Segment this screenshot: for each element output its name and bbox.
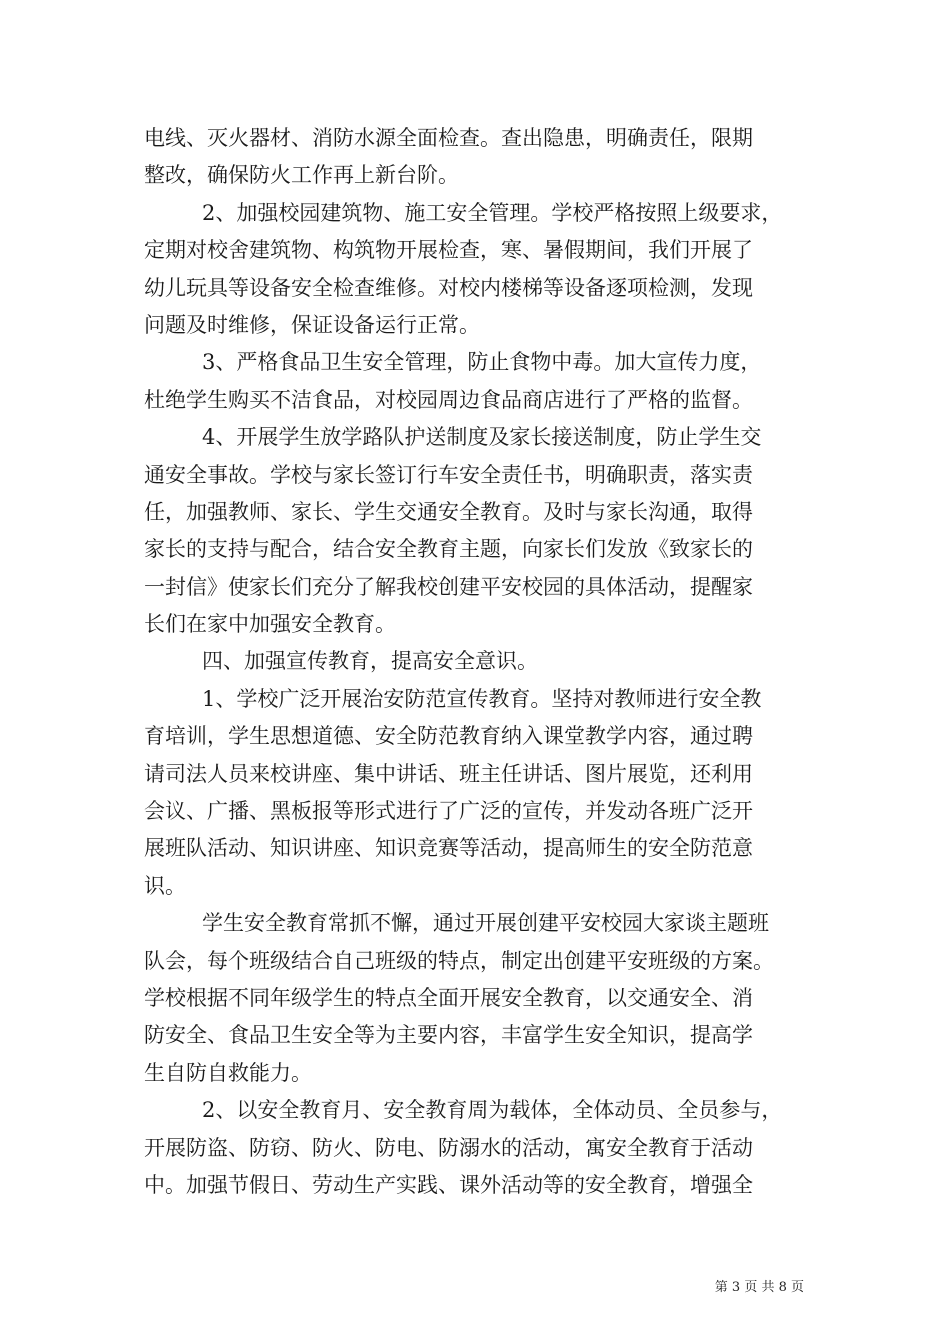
text-line: 学校根据不同年级学生的特点全面开展安全教育，以交通安全、消 — [144, 985, 753, 1010]
page-number: 第 3 页 共 8 页 — [714, 1280, 804, 1295]
page-footer — [0, 1276, 950, 1295]
text-line: 电线、灭火器材、消防水源全面检查。查出隐患，明确责任，限期 — [144, 126, 753, 150]
text-line: 识。 — [144, 873, 186, 898]
text-line: 中。加强节假日、劳动生产实践、课外活动等的安全教育，增强全 — [144, 1172, 753, 1197]
text-line: 会议、广播、黑板报等形式进行了广泛的宣传，并发动各班广泛开 — [144, 799, 753, 824]
text-line: 请司法人员来校讲座、集中讲话、班主任讲话、图片展览，还利用 — [144, 761, 753, 786]
text-line: 1、学校广泛开展治安防范宣传教育。坚持对教师进行安全教 — [202, 686, 762, 711]
text-line: 2、加强校园建筑物、施工安全管理。学校严格按照上级要求， — [202, 200, 783, 225]
text-line: 长们在家中加强安全教育。 — [144, 612, 396, 637]
body-text — [144, 120, 834, 1204]
text-line: 开展防盗、防窃、防火、防电、防溺水的活动，寓安全教育于活动 — [144, 1135, 753, 1160]
text-line: 展班队活动、知识讲座、知识竞赛等活动，提高师生的安全防范意 — [144, 836, 753, 861]
text-line: 队会，每个班级结合自己班级的特点，制定出创建平安班级的方案。 — [144, 948, 774, 973]
text-line: 2、以安全教育月、安全教育周为载体，全体动员、全员参与， — [202, 1098, 783, 1123]
text-line: 四、加强宣传教育，提高安全意识。 — [202, 649, 538, 674]
text-line: 杜绝学生购买不洁食品，对校园周边食品商店进行了严格的监督。 — [144, 387, 753, 412]
text-line: 定期对校舍建筑物、构筑物开展检查，寒、暑假期间，我们开展了 — [144, 238, 753, 263]
text-line: 问题及时维修，保证设备运行正常。 — [144, 312, 480, 337]
text-line: 家长的支持与配合，结合安全教育主题，向家长们发放《致家长的 — [144, 537, 753, 562]
text-line: 幼儿玩具等设备安全检查维修。对校内楼梯等设备逐项检测，发现 — [144, 275, 753, 300]
text-line: 防安全、食品卫生安全等为主要内容，丰富学生安全知识，提高学 — [144, 1023, 753, 1048]
text-line: 3、严格食品卫生安全管理，防止食物中毒。加大宣传力度， — [202, 350, 762, 375]
text-line: 任，加强教师、家长、学生交通安全教育。及时与家长沟通，取得 — [144, 499, 753, 524]
text-line: 一封信》使家长们充分了解我校创建平安校园的具体活动，提醒家 — [144, 574, 753, 599]
text-line: 育培训，学生思想道德、安全防范教育纳入课堂教学内容，通过聘 — [144, 724, 753, 749]
text-line: 整改，确保防火工作再上新台阶。 — [144, 163, 459, 188]
text-line: 通安全事故。学校与家长签订行车安全责任书，明确职责，落实责 — [144, 462, 753, 487]
text-line: 学生安全教育常抓不懈，通过开展创建平安校园大家谈主题班 — [202, 911, 769, 936]
text-line: 4、开展学生放学路队护送制度及家长接送制度，防止学生交 — [202, 425, 762, 450]
text-line: 生自防自救能力。 — [144, 1060, 312, 1085]
